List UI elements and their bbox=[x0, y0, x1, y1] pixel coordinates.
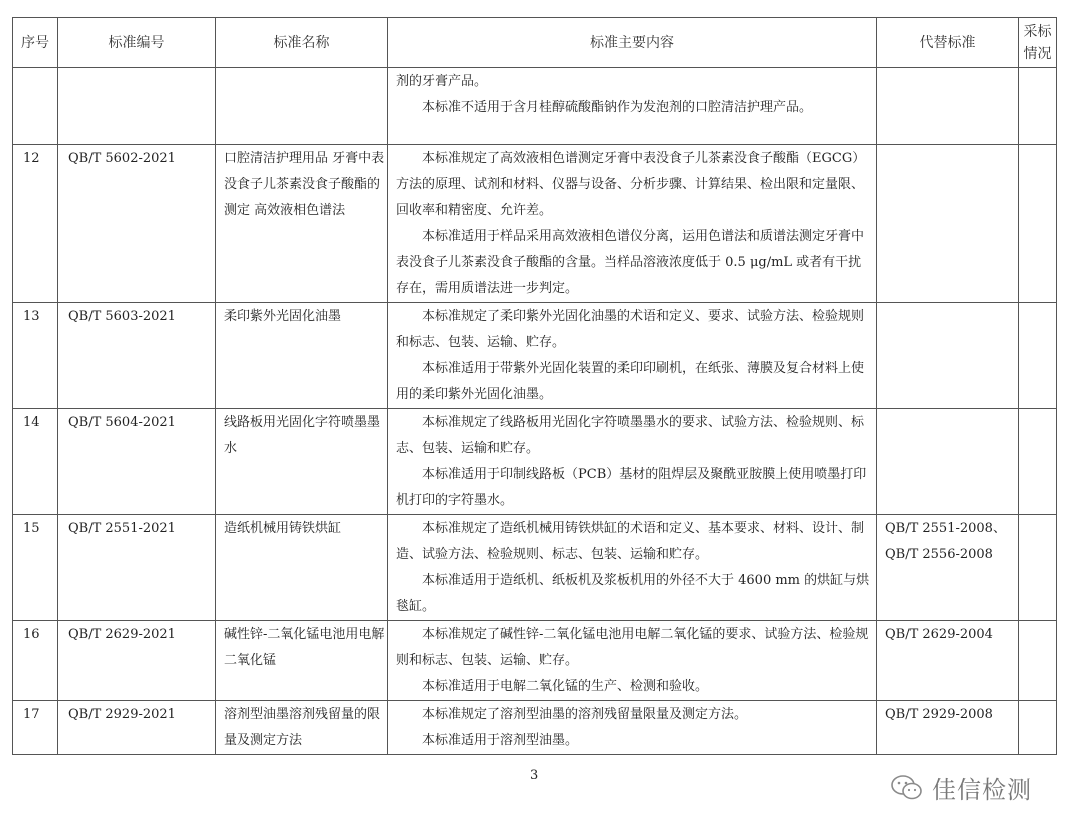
row-replace: QB/T 2929-2008 bbox=[877, 701, 1019, 755]
content-para: 本标准规定了造纸机械用铸铁烘缸的术语和定义、基本要求、材料、设计、制造、试验方法、检验规则、标志、包装、运输和贮存。 bbox=[396, 521, 865, 562]
header-replace: 代替标准 bbox=[877, 18, 1019, 68]
row-no: 14 bbox=[13, 409, 58, 515]
content-cell bbox=[388, 515, 877, 621]
row-replace: QB/T 2629-2004 bbox=[877, 621, 1019, 701]
table-header-row bbox=[13, 18, 1057, 68]
header-no: 序号 bbox=[13, 18, 58, 68]
content-para: 本标准适用于样品采用高效液相色谱仪分离，运用色谱法和质谱法测定牙膏中表没食子儿茶素没食子酸酯的含量。当样品溶液浓度低于 0.5 μg/mL 或者有干扰存在，需用质谱法进一步判定。 bbox=[396, 229, 865, 296]
row-no: 13 bbox=[13, 303, 58, 409]
content-para: 剂的牙膏产品。 bbox=[396, 74, 488, 89]
row-code: QB/T 5603-2021 bbox=[58, 303, 216, 409]
content-cell bbox=[388, 68, 877, 145]
row-code: QB/T 2551-2021 bbox=[58, 515, 216, 621]
row-no: 15 bbox=[13, 515, 58, 621]
row-name: 溶剂型油墨溶剂残留量的限量及测定方法 bbox=[216, 701, 388, 755]
content-para: 本标准适用于溶剂型油墨。 bbox=[422, 733, 579, 748]
row-code: QB/T 2629-2021 bbox=[58, 621, 216, 701]
content-para: 本标准规定了线路板用光固化字符喷墨墨水的要求、试验方法、检验规则、标志、包装、运输和贮存。 bbox=[396, 415, 865, 456]
content-cell bbox=[388, 145, 877, 303]
content-para: 本标准规定了高效液相色谱测定牙膏中表没食子儿茶素没食子酸酯（EGCG）方法的原理、试剂和材料、仪器与设备、分析步骤、计算结果、检出限和定量限、回收率和精密度、允许差。 bbox=[396, 151, 866, 218]
row-name: 造纸机械用铸铁烘缸 bbox=[216, 515, 388, 621]
wechat-icon bbox=[890, 774, 924, 802]
row-code: QB/T 5604-2021 bbox=[58, 409, 216, 515]
row-no: 12 bbox=[13, 145, 58, 303]
content-para: 本标准适用于电解二氧化锰的生产、检测和验收。 bbox=[422, 679, 709, 694]
content-para: 本标准规定了溶剂型油墨的溶剂残留量限量及测定方法。 bbox=[422, 707, 748, 722]
row-code: QB/T 2929-2021 bbox=[58, 701, 216, 755]
row-name: 口腔清洁护理用品 牙膏中表没食子儿茶素没食子酸酯的测定 高效液相色谱法 bbox=[216, 145, 388, 303]
row-replace bbox=[877, 145, 1019, 303]
content-cell bbox=[388, 409, 877, 515]
content-cell bbox=[388, 621, 877, 701]
row-no: 16 bbox=[13, 621, 58, 701]
table-row bbox=[13, 409, 1057, 515]
table-row bbox=[13, 621, 1057, 701]
row-name: 柔印紫外光固化油墨 bbox=[216, 303, 388, 409]
content-para: 本标准规定了碱性锌-二氧化锰电池用电解二氧化锰的要求、试验方法、检验规则和标志、包装、运输、贮存。 bbox=[396, 627, 869, 668]
row-name: 线路板用光固化字符喷墨墨水 bbox=[216, 409, 388, 515]
table-row bbox=[13, 701, 1057, 755]
header-name: 标准名称 bbox=[216, 18, 388, 68]
row-replace bbox=[877, 409, 1019, 515]
watermark bbox=[890, 770, 1032, 805]
content-para: 本标准适用于造纸机、纸板机及浆板机用的外径不大于 4600 mm 的烘缸与烘毯缸。 bbox=[396, 573, 870, 614]
row-replace: QB/T 2551-2008、QB/T 2556-2008 bbox=[877, 515, 1019, 621]
header-content: 标准主要内容 bbox=[388, 18, 877, 68]
table-row bbox=[13, 515, 1057, 621]
row-no: 17 bbox=[13, 701, 58, 755]
content-para: 本标准规定了柔印紫外光固化油墨的术语和定义、要求、试验方法、检验规则和标志、包装、运输、贮存。 bbox=[396, 309, 865, 350]
header-adopt: 采标情况 bbox=[1019, 18, 1057, 68]
content-cell bbox=[388, 303, 877, 409]
table-row-continued bbox=[13, 68, 1057, 145]
table-row bbox=[13, 303, 1057, 409]
content-cell bbox=[388, 701, 877, 755]
header-code: 标准编号 bbox=[58, 18, 216, 68]
standards-table bbox=[12, 17, 1057, 755]
table-row bbox=[13, 145, 1057, 303]
content-para: 本标准适用于印制线路板（PCB）基材的阻焊层及聚酰亚胺膜上使用喷墨打印机打印的字符墨水。 bbox=[396, 467, 867, 508]
watermark-text: 佳信检测 bbox=[932, 776, 1032, 804]
row-name: 碱性锌-二氧化锰电池用电解二氧化锰 bbox=[216, 621, 388, 701]
row-replace bbox=[877, 303, 1019, 409]
row-code: QB/T 5602-2021 bbox=[58, 145, 216, 303]
content-para: 本标准不适用于含月桂醇硫酸酯钠作为发泡剂的口腔清洁护理产品。 bbox=[422, 100, 813, 115]
page-number: 3 bbox=[530, 768, 539, 783]
content-para: 本标准适用于带紫外光固化装置的柔印印刷机，在纸张、薄膜及复合材料上使用的柔印紫外光固化油墨。 bbox=[396, 361, 865, 402]
